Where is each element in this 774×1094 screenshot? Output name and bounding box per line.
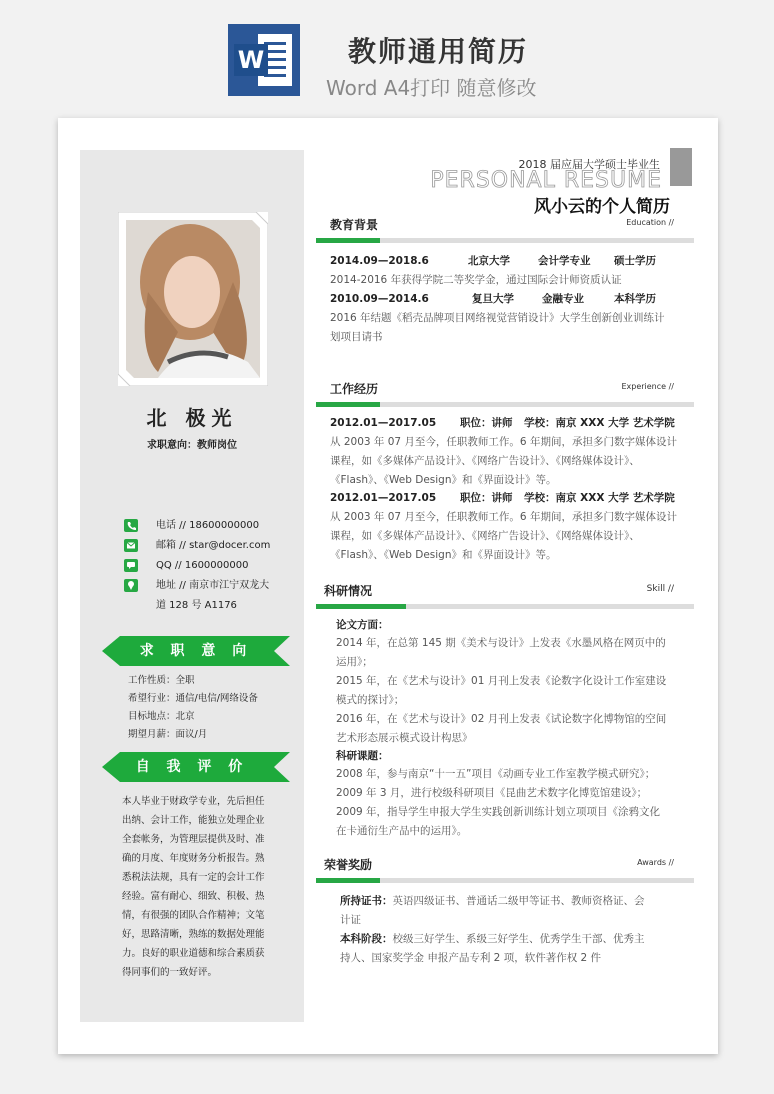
- paper-line: 艺术形态展示模式设计构思》: [336, 732, 473, 744]
- job-item: 期望月薪：面议/月: [128, 729, 208, 740]
- mail-icon: [124, 539, 138, 552]
- paper-line: 2014 年，在总第 145 期《美术与设计》上发表《水墨风格在网页中的: [336, 637, 666, 649]
- project-line: 2009 年，指导学生申报大学生实践创新训练计划立项项目《涂鸦文化: [336, 806, 661, 818]
- banner-title: 教师通用简历: [348, 35, 529, 68]
- education-desc: 2014-2016 年获得学院二等奖学金，通过国际会计师资质认证: [330, 274, 622, 286]
- banner-subtitle: Word A4打印 随意修改: [326, 76, 537, 100]
- job-intent-section: 求 职 意 向: [102, 636, 290, 666]
- paper-line: 模式的探讨》；: [336, 694, 405, 706]
- paper-line: 2015 年，在《艺术与设计》01 月刊上发表《论数字化设计工作室建设: [336, 675, 667, 687]
- education-heading: 教育背景 Education //: [316, 216, 694, 246]
- phone-icon: [124, 519, 138, 532]
- experience-desc: 《Flash》、《Web Design》和《界面设计》等。: [330, 549, 557, 561]
- project-line: 2008 年，参与南京“十一五”项目《动画专业工作室教学模式研究》；: [336, 768, 656, 780]
- resume-page: 北 极光 求职意向：教师岗位 电话 // 18600000000 邮箱 // star@docer.com QQ // 1600000000 地址 // 南京市江宁双龙大道 128 号 A1176 求 职 意 向 工作性质：全职 希望行业：通信/电信/网络设备 目标地点：北京 期望月薪：面议/月 自 我 评 价 本人毕业于财政学专业，先后担任出纳、会计工作，能独立处理企业全套帐务，为管理层提供及时、准确的月度、年度财务分析报告。熟悉税法法规，具有一定的会计工作经验。富有耐心、细致、积极、热情，有很强的团队合作精神；文笔好，思路清晰，熟练的数据处理能力。良好的职业道德和综合素质获得同事们的一致好评。 2018 届应届大学硕士毕业生 PERSONAL RESUME 风小云的个人简历 教育背景 Education // 2014.09—2018.6 北京大学 会计学专业 硕士学历 2014-2016 年获得学院二等奖学金，通过国际会计师资质认证 2010.09—2014.6 复旦大学 金融专业 本科学历 2016 年结题《稻壳品牌项目网络视觉营销设计》大学生创新创业训练计 划项目请书 工作经历 Experience // 2012.01—2017.05 职位：讲师 学校：南京 XXX 大学 艺术学院 从 2003 年 07 月至今，任职教师工作。6 年期间，承担多门数字媒体设计 课程，如《多媒体产品设计》、《网络广告设计》、《网络媒体设计》、 《Flash》、《Web Design》和《界面设计》等。 2012.01—2017.05 职位：讲师 学校：南京 XXX 大学 艺术学院 从 2003 年 07 月至今，任职教师工作。6 年期间，承担多门数字媒体设计 课程，如《多媒体产品设计》、《网络广告设计》、《网络媒体设计》、 《Flash》、《Web Design》和《界面设计》等。 科研情况 Skill // 论文方面： 2014 年，在总第 145 期《美术与设计》上发表《水墨风格在网页中的 运用》； 2015 年，在《艺术与设计》01 月刊上发表《论数字化设计工作室建设 模式的探讨》； 2016 年，在《艺术与设计》02 月刊上发表《试论数字化博物馆的空间 艺术形态展示模式设计构思》 科研课题： 2008 年，参与南京“十一五”项目《动画专业工作室教学模式研究》； 2009 年 3 月，进行校级科研项目《昆曲艺术数字化博览馆建设》； 2009 年，指导学生申报大学生实践创新训练计划立项项目《涂鸦文化 在卡通衍生产品中的运用》。 荣誉奖励 Awards // 所持证书：英语四级证书、普通话二级甲等证书、教师资格证、会 计证 本科阶段：校级三好学生、系级三好学生、优秀学生干部、优秀主 持人、国家奖学金 申报产品专利 2 项，软件著作权 2 件: [58, 118, 718, 1054]
- cert-line: 所持证书：英语四级证书、普通话二级甲等证书、教师资格证、会: [340, 895, 645, 907]
- location-icon: [124, 579, 138, 592]
- job-item: 目标地点：北京: [128, 711, 195, 722]
- papers-label: 论文方面：: [336, 619, 389, 631]
- self-eval-section: 自 我 评 价: [102, 752, 290, 782]
- experience-desc: 《Flash》、《Web Design》和《界面设计》等。: [330, 474, 557, 486]
- job-item: 工作性质：全职: [128, 675, 195, 686]
- stage-line: 本科阶段：校级三好学生、系级三好学生、优秀学生干部、优秀主: [340, 933, 645, 945]
- resume-title: 风小云的个人简历: [534, 197, 670, 217]
- decorative-block: [670, 148, 692, 186]
- awards-heading: 荣誉奖励 Awards //: [316, 856, 694, 886]
- project-line: 2009 年 3 月，进行校级科研项目《昆曲艺术数字化博览馆建设》；: [336, 787, 648, 799]
- projects-label: 科研课题：: [336, 750, 389, 762]
- education-desc: 2016 年结题《稻壳品牌项目网络视觉营销设计》大学生创新创业训练计: [330, 312, 665, 324]
- experience-desc: 从 2003 年 07 月至今，任职教师工作。6 年期间，承担多门数字媒体设计: [330, 436, 677, 448]
- experience-desc: 课程，如《多媒体产品设计》、《网络广告设计》、《网络媒体设计》、: [330, 530, 640, 542]
- profile-photo: [118, 212, 268, 386]
- research-heading: 科研情况 Skill //: [316, 582, 694, 612]
- project-line: 在卡通衍生产品中的运用》。: [336, 825, 468, 837]
- word-icon: W: [228, 24, 300, 96]
- stage-line: 持人、国家奖学金 申报产品专利 2 项，软件著作权 2 件: [340, 952, 602, 964]
- job-intent: 求职意向：教师岗位: [147, 440, 237, 451]
- grad-line: 2018 届应届大学硕士毕业生: [518, 158, 660, 171]
- experience-desc: 从 2003 年 07 月至今，任职教师工作。6 年期间，承担多门数字媒体设计: [330, 511, 677, 523]
- personal-resume-heading: PERSONAL RESUME: [430, 168, 662, 193]
- person-name: 北 极光: [146, 406, 238, 430]
- chat-icon: [124, 559, 138, 572]
- banner: [0, 0, 774, 110]
- self-eval-text: 本人毕业于财政学专业，先后担任出纳、会计工作，能独立处理企业全套帐务，为管理层提供及时、准确的月度、年度财务分析报告。熟悉税法法规，具有一定的会计工作经验。富有耐心、细致、积极、热情，有很强的团队合作精神；文笔好，思路清晰，熟练的数据处理能力。良好的职业道德和综合素质获得同事们的一致好评。: [122, 796, 265, 978]
- paper-line: 运用》；: [336, 656, 373, 668]
- experience-heading: 工作经历 Experience //: [316, 380, 694, 410]
- sidebar: 北 极光 求职意向：教师岗位 电话 // 18600000000 邮箱 // star@docer.com QQ // 1600000000 地址 // 南京市江宁双龙大道 128 号 A1176 求 职 意 向 工作性质：全职 希望行业：通信/电信/网络设备 目标地点：北京 期望月薪：面议/月 自 我 评 价 本人毕业于财政学专业，先后担任出纳、会计工作，能独立处理企业全套帐务，为管理层提供及时、准确的月度、年度财务分析报告。熟悉税法法规，具有一定的会计工作经验。富有耐心、细致、积极、热情，有很强的团队合作精神；文笔好，思路清晰，熟练的数据处理能力。良好的职业道德和综合素质获得同事们的一致好评。: [80, 150, 304, 1022]
- job-item: 希望行业：通信/电信/网络设备: [128, 693, 258, 704]
- cert-line: 计证: [340, 914, 361, 926]
- paper-line: 2016 年，在《艺术与设计》02 月刊上发表《试论数字化博物馆的空间: [336, 713, 667, 725]
- education-desc: 划项目请书: [330, 331, 383, 343]
- experience-desc: 课程，如《多媒体产品设计》、《网络广告设计》、《网络媒体设计》、: [330, 455, 640, 467]
